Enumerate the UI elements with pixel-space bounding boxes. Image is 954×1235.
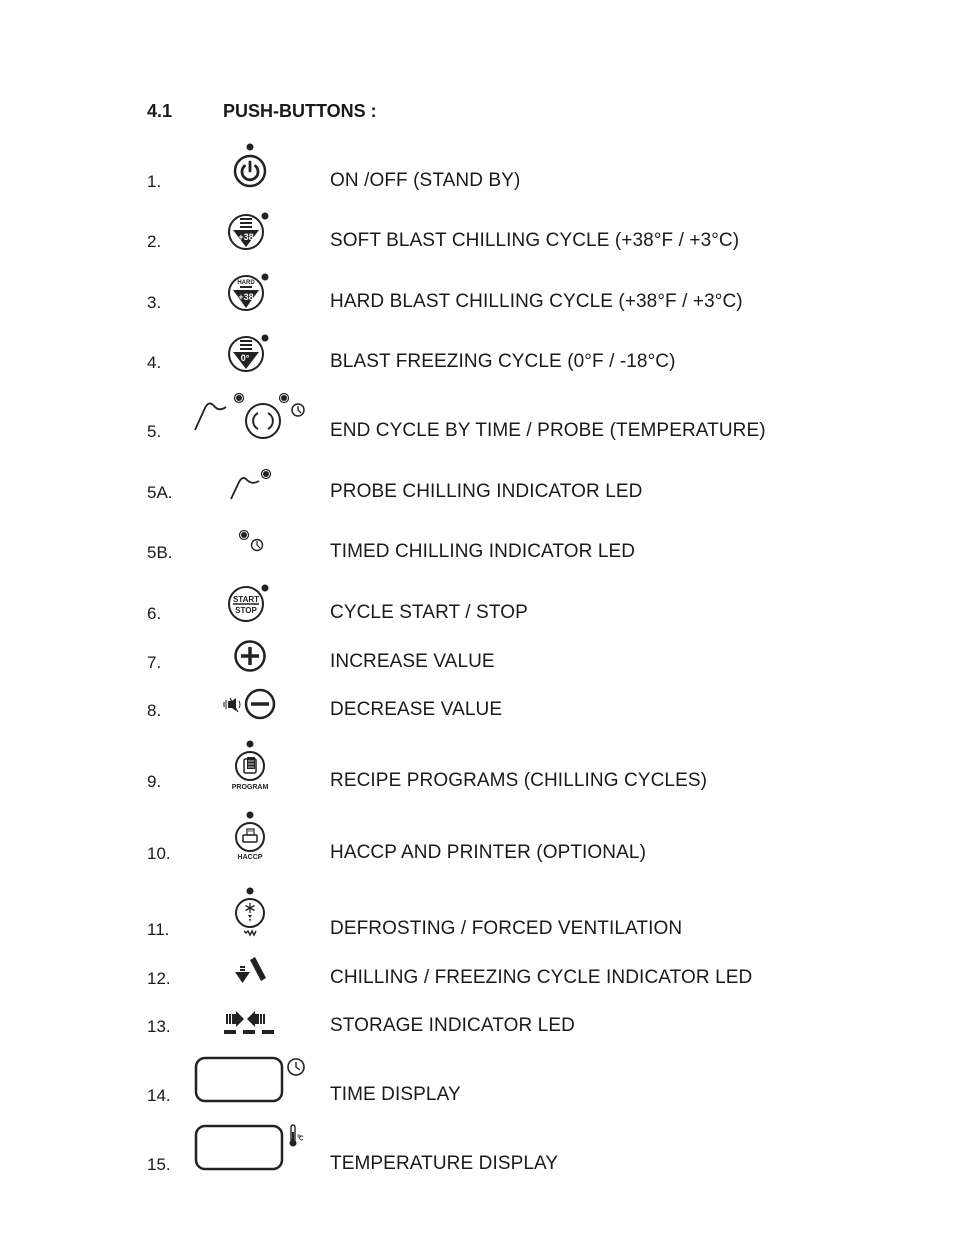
item-number: 7. [147, 653, 162, 672]
icon-label: HACCP [237, 854, 263, 861]
item-number: 14. [147, 1086, 171, 1105]
item-label: HARD BLAST CHILLING CYCLE (+38°F / +3°C) [330, 291, 743, 312]
item-label: BLAST FREEZING CYCLE (0°F / -18°C) [330, 351, 676, 372]
item-number: 10. [147, 844, 171, 863]
blast-freeze-icon [226, 330, 274, 374]
item-number: 4. [147, 353, 162, 372]
icon-label: 0° [240, 353, 250, 363]
item-label: PROBE CHILLING INDICATOR LED [330, 481, 643, 502]
item-number: 13. [147, 1017, 171, 1036]
item-number: 5B. [147, 543, 173, 562]
item-label: END CYCLE BY TIME / PROBE (TEMPERATURE) [330, 420, 766, 441]
chill-freeze-led-icon [232, 956, 272, 988]
defrost-icon [228, 884, 274, 940]
haccp-icon [228, 808, 274, 864]
item-number: 12. [147, 969, 171, 988]
program-icon [228, 738, 274, 794]
item-label: TIME DISPLAY [330, 1084, 461, 1105]
item-number: 2. [147, 232, 162, 251]
power-button-icon [226, 140, 276, 190]
item-label: DECREASE VALUE [330, 699, 503, 720]
icon-label: PROGRAM [231, 784, 269, 791]
time-display-icon [192, 1054, 310, 1106]
item-label: INCREASE VALUE [330, 651, 495, 672]
item-number: 8. [147, 701, 162, 720]
item-label: DEFROSTING / FORCED VENTILATION [330, 918, 683, 939]
icon-sublabel: HARD [237, 280, 255, 286]
soft-chill-icon [226, 208, 274, 252]
icon-label: +38 [238, 232, 254, 242]
item-label: RECIPE PROGRAMS (CHILLING CYCLES) [330, 770, 708, 791]
section-number: 4.1 [147, 101, 173, 121]
start-stop-icon [226, 580, 274, 624]
item-label: HACCP AND PRINTER (OPTIONAL) [330, 842, 646, 863]
item-label: CYCLE START / STOP [330, 602, 528, 623]
storage-led-icon [222, 1006, 278, 1036]
item-number: 6. [147, 604, 162, 623]
end-cycle-icon [192, 388, 312, 440]
item-label: STORAGE INDICATOR LED [330, 1015, 575, 1036]
item-label: CHILLING / FREEZING CYCLE INDICATOR LED [330, 967, 753, 988]
item-number: 15. [147, 1155, 171, 1174]
item-number: 3. [147, 293, 162, 312]
temperature-display-icon [192, 1122, 310, 1174]
icon-label: +38 [238, 292, 254, 302]
icon-label: START [232, 595, 260, 604]
item-label: TEMPERATURE DISPLAY [330, 1153, 559, 1174]
minus-icon [222, 688, 280, 720]
item-label: TIMED CHILLING INDICATOR LED [330, 541, 636, 562]
item-number: 1. [147, 172, 162, 191]
icon-sublabel: STOP [235, 606, 257, 615]
item-label: ON /OFF (STAND BY) [330, 170, 521, 191]
timed-led-icon [234, 527, 270, 555]
item-number: 5A. [147, 483, 173, 502]
section-title: PUSH-BUTTONS : [223, 101, 377, 121]
plus-icon [231, 640, 269, 672]
item-number: 5. [147, 422, 162, 441]
item-number: 11. [147, 920, 170, 939]
item-label: SOFT BLAST CHILLING CYCLE (+38°F / +3°C) [330, 230, 740, 251]
item-number: 9. [147, 772, 162, 791]
probe-led-icon [228, 466, 276, 502]
hard-chill-icon [226, 269, 274, 313]
